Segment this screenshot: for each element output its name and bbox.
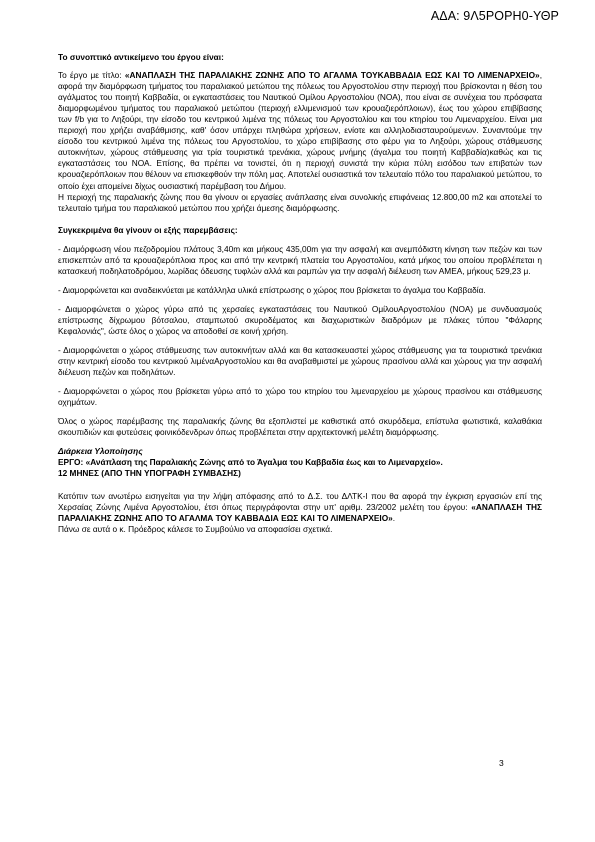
paragraph-closing: Πάνω σε αυτά ο κ. Πρόεδρος κάλεσε το Συμβούλιο να αποφασίσει σχετικά. (58, 523, 333, 534)
text-end: . (392, 512, 396, 523)
paragraph-area: Η περιοχή της παραλιακής ζώνης που θα γίνουν οι εργασίες ανάπλασης είναι συνολικής επιφάνειας 12.800,00 m2 και αποτελεί το τελευταίο τμήμα του παραλιακού μετώπου που χρήζει άμεσης διαμόρφωσης. (58, 191, 542, 213)
text-prefix: Κατόπιν των ανωτέρω εισηγείται για την λήψη απόφασης από το Δ.Σ. του ΔΛΤΚ-Ι που θα αφορά την έγκριση εργασιών επί της Χερσαίας Ζώνης Λιμένα Αργοστολίου, έτσι όπως περιγράφονται στην υπ' αριθμ. 23/2002 μελέτη του έργου: (58, 490, 542, 512)
page-number: 3 (499, 758, 504, 768)
ergo-title: ΕΡΓΟ: «Ανάπλαση της Παραλιακής Ζώνης από το Άγαλμα του Καββαδία έως και το Λιμεναρχείο». (58, 457, 443, 468)
paragraph-recommendation (58, 491, 542, 524)
paragraph-equipment: Όλος ο χώρος παρέμβασης της παραλιακής ζώνης θα εξοπλιστεί με καθιστικά από σκυρόδεμα, επίστυλα φωτιστικά, καλαθάκια σκουπιδιών και φυτεύσεις φοινικόδενδρων όπως προβλέπεται στην αρχιτεκτονική μελέτη διαμόρφωσης. (58, 416, 542, 438)
duration-value: 12 ΜΗΝΕΣ (ΑΠΟ ΤΗΝ ΥΠΟΓΡΑΦΗ ΣΥΜΒΑΣΗΣ) (58, 468, 241, 479)
intervention-item: - Διαμορφώνεται ο χώρος που βρίσκεται γύρω από το χώρο του κτηρίου του λιμεναρχείου με χώρους πρασίνου και στάθμευσης οχημάτων. (58, 386, 542, 408)
document-body (58, 52, 542, 535)
section-heading-duration: Διάρκεια Υλοποίησης (58, 446, 143, 457)
paragraph-project-description (58, 70, 542, 192)
ada-code: ΑΔΑ: 9Λ5ΡΟΡΗ0-ΥΘΡ (430, 9, 559, 23)
section-heading-interventions: Συγκεκριμένα θα γίνουν οι εξής παρεμβάσεις: (58, 224, 238, 235)
text-prefix: Το έργο με τίτλο: (58, 70, 125, 81)
intervention-item: - Διαμορφώνεται ο χώρος γύρω από τις χερσαίες εγκαταστάσεις του Ναυτικού ΟμίλουΑργοστολίου (ΝΟΑ) με συνδυασμούς επίστρωσης δίχρωμου βότσαλου, σταμπωτού σκυροδέματος και διαχωριστικών διαδρόμων με πλάκες τύπου "Φάλαρης Κεφαλονιάς", ώστε όλος ο χώρος να αποδοθεί σε κοινή χρήση. (58, 303, 542, 336)
project-title-caps: «ΑΝΑΠΛΑΣΗ ΤΗΣ ΠΑΡΑΛΙΑΚΗΣ ΖΩΝΗΣ ΑΠΟ ΤΟ ΑΓΑΛΜΑ ΤΟΥ ΚΑΒΒΑΔΙΑ ΕΩΣ ΚΑΙ ΤΟ ΛΙΜΕΝΑΡΧΕΙΟ» (58, 501, 543, 523)
section-heading-summary: Το συνοπτικό αντικείμενο του έργου είναι: (58, 52, 224, 62)
intervention-item: - Διαμορφώνεται ο χώρος στάθμευσης των αυτοκινήτων αλλά και θα κατασκευαστεί χώρος στάθμευσης για τα τουριστικά τρενάκια στην κεντρική είσοδο του κεντρικού λιμέναΑργοστολίου και θα αναβαθμιστεί με χώρους πρασίνου αλλά και χώρους για την ασφαλή διέλευση πεζών και ποδηλάτων. (58, 345, 542, 378)
intervention-item: - Διαμόρφωση νέου πεζοδρομίου πλάτους 3,40m και μήκους 435,00m για την ασφαλή και ανεμπόδιστη κίνηση των πεζών και των επισκεπτών από τα κρουαζιερόπλοια προς και από την κεντρική πλατεία του Αργοστολίου, κατά μήκος του οποίου προβλέπεται η κατασκευή ποδηλατοδρόμου, λωρίδας όδευσης τυφλών αλλά και ραμπών για την ασφαλή διέλευση των ΑΜΕΑ, μήκους 529,23 μ. (58, 243, 542, 276)
project-title: «ΑΝΑΠΛΑΣΗ ΤΗΣ ΠΑΡΑΛΙΑΚΗΣ ΖΩΝΗΣ ΑΠΟ ΤΟ ΑΓΑΛΜΑ ΤΟΥΚΑΒΒΑΔΙΑ ΕΩΣ ΚΑΙ ΤΟ ΛΙΜΕΝΑΡΧΕΙΟ» (124, 70, 540, 81)
text-body: , αφορά την διαμόρφωση τμήματος του παραλιακού μετώπου της πόλεως του Αργοστολίου στην περιοχή που βρίσκονται η θέση του αγάλματος του ποιητή Καββαδία, οι εγκαταστάσεις του Ναυτικού Ομίλου Αργοστολίου (ΝΟΑ), που είναι σε συνέχεια του πρόσφατα διαμορφωμένου τμήματος του παραλιακού μετώπου (περιοχή ελλιμενισμού των κρουαζιερόπλοιων), έως του χώρου επιβίβασης των f/b για το Ληξούρι, την είσοδο του κεντρικού λιμένα της πόλεως του Αργοστολίου και του κτηρίου του Λιμεναρχείου. Είναι μια περιοχή που χρήζει αναβάθμισης, καθ' όσον υπάρχει πληθώρα χρήσεων, ενίοτε και αλληλοδιασταυρούμενων. Συναντούμε την είσοδο του κεντρικού λιμένα της πόλεως του Αργοστολίου, το χώρο επιβίβασης στο φέρυ για το Ληξούρι, χώρους στάθμευσης αυτοκινήτων, χώρους στάθμευσης για τρία τουριστικά τρενάκια, χώρους μνήμης (άγαλμα του ποιητή Καββαδία)καθώς και τις εγκαταστάσεις του ΝΟΑ. Επίσης, θα πρέπει να τονιστεί, ότι η περιοχή συνιστά την κύρια πύλη εισόδου των επιβατών των κρουαζιερόπλοιων που θέλουν να επισκεφθούν την πόλη μας. Αποτελεί ουσιαστικά τον τελευταίο πόλο του παραλιακού μετώπου, το οποίο έχει απομείνει δίχως ουσιαστική παρέμβαση του Δήμου. (58, 70, 542, 191)
intervention-item: - Διαμορφώνεται και αναδεικνύεται με κατάλληλα υλικά επίστρωσης ο χώρος που βρίσκεται το άγαλμα του Καββαδία. (58, 284, 486, 295)
